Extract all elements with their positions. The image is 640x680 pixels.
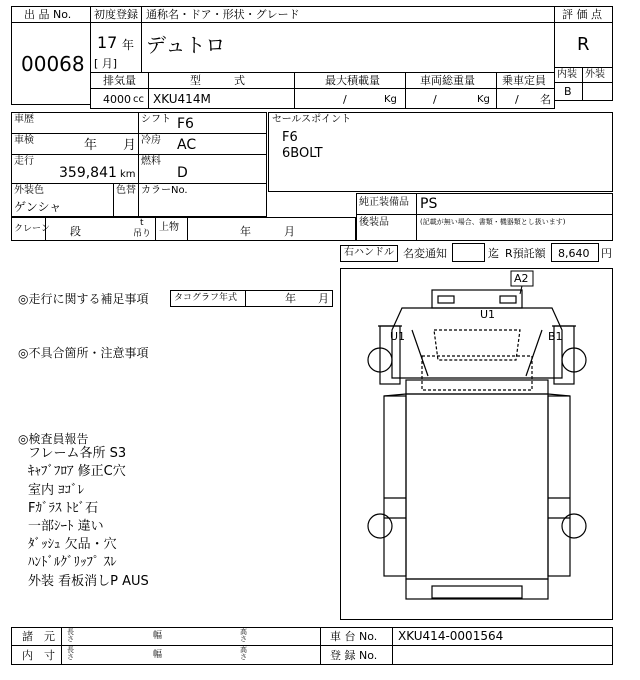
body-date: 年 月 (240, 225, 295, 238)
report-line: Fｶﾞﾗｽ ﾄﾋﾞ石 (28, 501, 99, 516)
report-line: ｷｬﾌﾞﾌﾛｱ 修正C穴 (28, 464, 126, 479)
sales-point-line-2: 6BOLT (282, 146, 323, 161)
interior-label: 内装 (557, 69, 577, 80)
roof-marker-left (438, 296, 454, 303)
interior-dims-row-label: 内 寸 (22, 649, 55, 662)
sales-point-label: セールスポイント (272, 114, 352, 125)
mark-a2: A2 (514, 272, 529, 285)
crane-lift: 吊り (133, 229, 152, 239)
spec-length-label: 長さ (67, 628, 74, 643)
body-label: 上物 (159, 222, 179, 233)
fuel-value: D (177, 165, 188, 181)
report-line: 外装 看板消しP AUS (28, 574, 149, 589)
crane-stage: 段 (70, 225, 81, 238)
capacity-label: 乗車定員 (502, 74, 546, 87)
interior-grade: B (564, 85, 572, 98)
report-line: 一部ｼｰﾄ 違い (28, 519, 104, 534)
lot-number-label: 出 品 No. (24, 8, 72, 21)
report-line: ﾊﾝﾄﾞﾙｸﾞﾘｯﾌﾟ ｽﾚ (28, 555, 117, 570)
crane-tonnage: t (140, 218, 144, 228)
mark-u1-top: U1 (480, 308, 496, 321)
rating-score: R (577, 34, 590, 55)
color-label: 外装色 (14, 185, 44, 196)
rating-label: 評 価 点 (562, 8, 602, 21)
aftermarket-note: (記載が無い場合、書類・機器類とし扱います) (420, 218, 566, 226)
shift-label: シフト (141, 114, 171, 125)
name-change-box (452, 243, 485, 262)
inspection-value: 年 月 (84, 138, 137, 153)
recycle-deposit-amount: 8,640 (558, 247, 590, 260)
rear-left-wheel (368, 514, 392, 538)
model-label: 型 式 (190, 74, 245, 87)
report-line: フレーム各所 S3 (28, 446, 127, 461)
capacity-slash: / (515, 93, 519, 106)
tachograph-label: タコグラフ年式 (174, 293, 238, 303)
load-unit: Kg (384, 94, 397, 105)
car-name-label: 通称名・ドア・形状・グレード (146, 8, 300, 21)
right-hand-drive-label: 右ハンドル (344, 247, 394, 258)
inspector-report-label: ◎検査員報告 (18, 432, 89, 446)
registration-year: 17 (97, 33, 118, 52)
genuine-equipment-value: PS (420, 196, 438, 212)
mark-b1: B1 (548, 330, 563, 343)
weight-unit: Kg (477, 94, 490, 105)
rear-right-wheel (562, 514, 586, 538)
cargo-front-panel (406, 380, 548, 394)
specs-row-label: 諸 元 (22, 630, 55, 643)
aftermarket-label: 後装品 (359, 217, 389, 228)
color-value: ゲンシャ (14, 200, 62, 214)
displacement-unit: cc (133, 94, 144, 105)
mileage-label: 走行 (14, 156, 34, 167)
shift-value: F6 (177, 116, 194, 132)
cargo-side-left (384, 396, 406, 576)
displacement-value: 4000 (103, 93, 131, 106)
cab-floor (422, 356, 532, 390)
dim-height-label: 高さ (240, 646, 247, 661)
lot-number: 00068 (21, 52, 85, 76)
cab-outline (392, 308, 562, 378)
model-code: XKU414M (153, 92, 211, 106)
cab-roof (432, 290, 522, 308)
mileage-value: 359,841 (59, 165, 117, 181)
gross-weight-label: 車両総重量 (420, 74, 475, 87)
history-label: 車歴 (14, 114, 34, 125)
ac-value: AC (177, 137, 197, 153)
exterior-label: 外装 (585, 69, 605, 80)
rear-bumper (432, 586, 522, 598)
defects-label: ◎不具合箇所・注意事項 (18, 346, 149, 360)
first-registration-label: 初度登録 (94, 8, 138, 21)
weight-slash: / (433, 93, 437, 106)
dim-length-label: 長さ (67, 646, 74, 661)
spec-width-label: 幅 (153, 631, 163, 641)
mark-u1-left: U1 (390, 330, 406, 343)
truck-diagram (340, 268, 613, 620)
color-change-label: 色替 (116, 185, 136, 196)
sales-point-line-1: F6 (282, 130, 298, 145)
cargo-bed (406, 394, 548, 579)
deadline-label: 迄 (488, 247, 499, 260)
load-slash: / (343, 93, 347, 106)
max-load-label: 最大積載量 (325, 74, 380, 87)
genuine-equipment-label: 純正装備品 (359, 197, 409, 208)
footer-table (11, 627, 613, 665)
car-name: デュトロ (146, 33, 226, 57)
color-code-label: カラーNo. (141, 185, 188, 196)
report-line: 室内 ﾖｺﾞﾚ (28, 483, 85, 498)
yen-label: 円 (601, 247, 612, 260)
driving-notes-label: ◎走行に関する補足事項 (18, 292, 149, 306)
displacement-label: 排気量 (103, 74, 136, 87)
registration-month: [ 月] (94, 57, 118, 70)
crane-row (11, 217, 356, 241)
report-line: ﾀﾞｯｼｭ 欠品・穴 (28, 537, 117, 552)
chassis-number-label: 車 台 No. (330, 630, 378, 643)
fuel-label: 燃料 (141, 156, 161, 167)
crane-label: クレーン (14, 224, 50, 234)
mileage-unit: km (120, 169, 136, 180)
tachograph-value: 年 月 (285, 292, 329, 305)
chassis-number: XKU414-0001564 (398, 629, 504, 643)
roof-marker-right (500, 296, 516, 303)
dim-width-label: 幅 (153, 650, 163, 660)
cargo-tailgate (406, 579, 548, 599)
ac-label: 冷房 (141, 135, 161, 146)
registration-number-label: 登 録 No. (330, 649, 378, 662)
capacity-unit: 名 (540, 93, 551, 106)
cargo-side-right (548, 396, 570, 576)
spec-height-label: 高さ (240, 628, 247, 643)
recycle-deposit-label: R預託額 (505, 247, 546, 260)
inspection-label: 車検 (14, 135, 34, 146)
year-unit: 年 (122, 38, 135, 52)
name-change-label: 名変通知 (403, 247, 447, 260)
